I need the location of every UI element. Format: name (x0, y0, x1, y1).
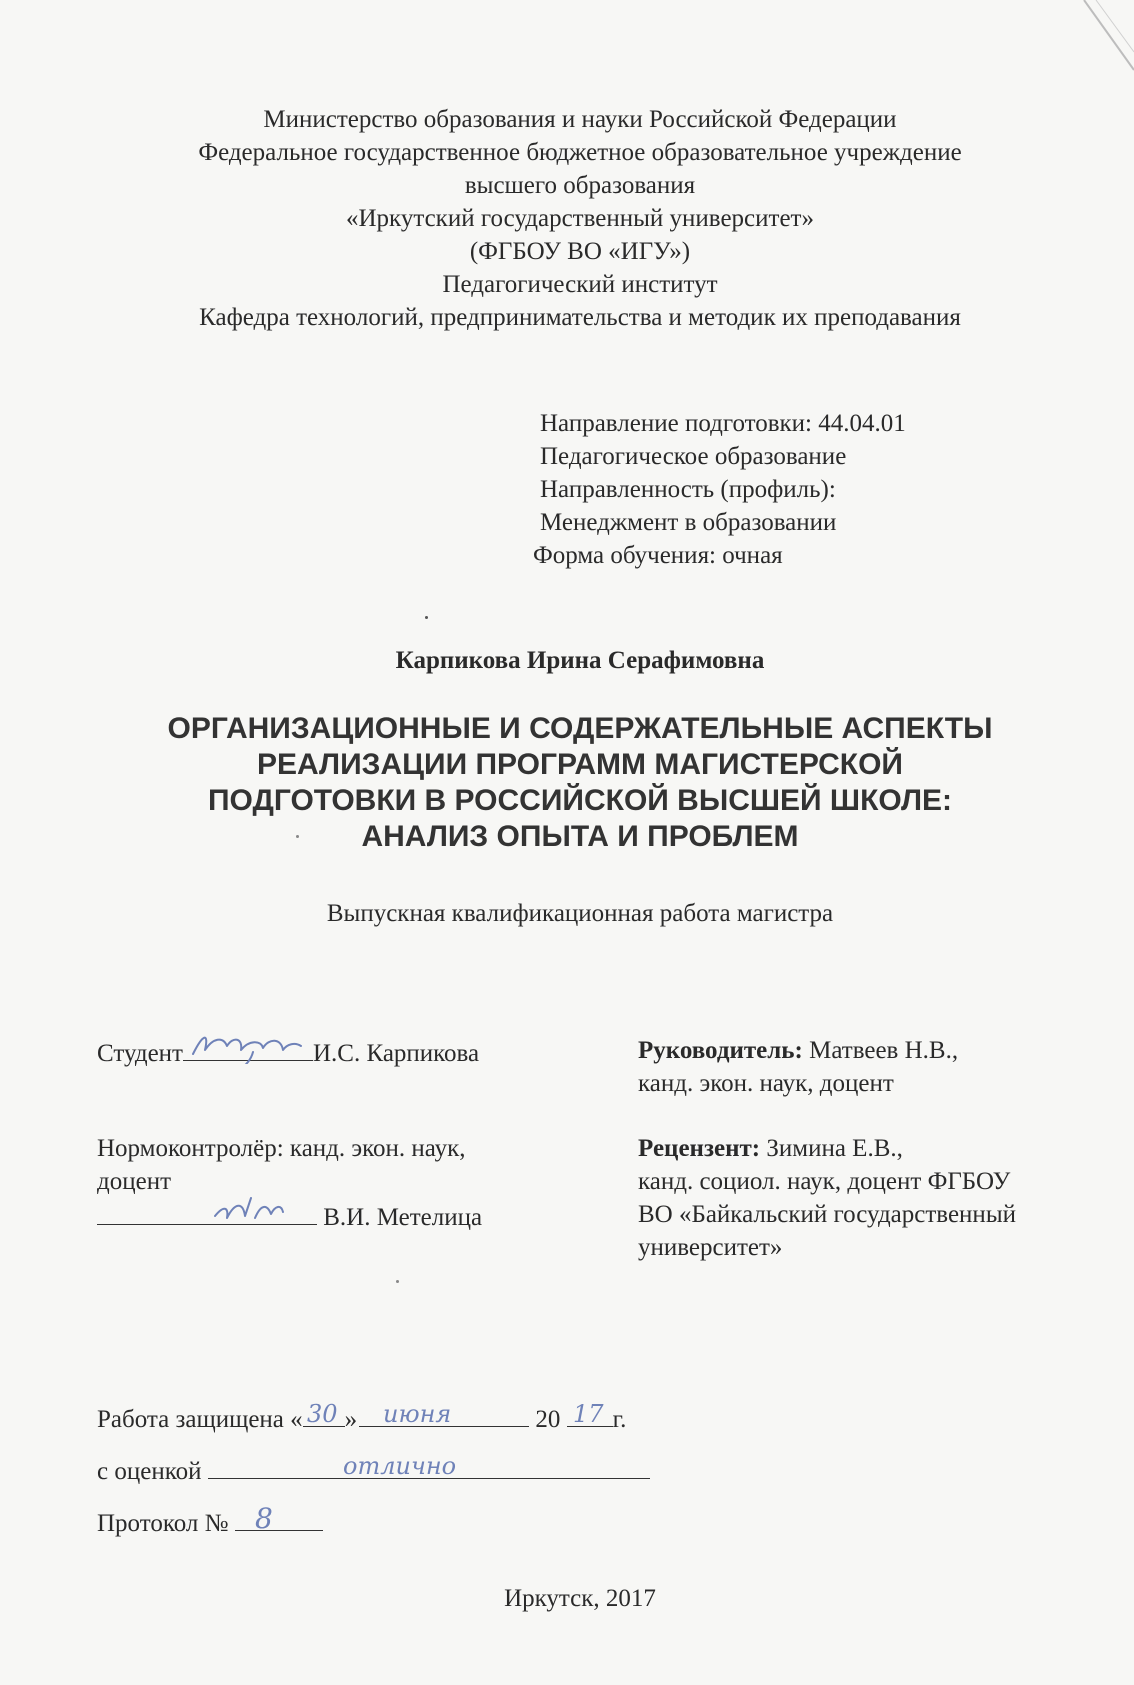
defense-year-field (567, 1400, 613, 1427)
supervisor-degree: канд. экон. наук, доцент (638, 1070, 894, 1097)
grade-field (208, 1452, 650, 1479)
svg-text:июня: июня (383, 1400, 452, 1428)
institute-name: Педагогический институт (442, 271, 718, 298)
title-line-2: РЕАЛИЗАЦИИ ПРОГРАММ МАГИСТЕРСКОЙ (257, 748, 903, 781)
study-form: Форма обучения: очная (533, 542, 783, 569)
supervisor-label: Руководитель: (638, 1037, 803, 1064)
student-name: И.С. Карпикова (313, 1040, 480, 1067)
defense-label: Работа защищена « (97, 1406, 303, 1433)
department-name: Кафедра технологий, предпринимательства и методик их преподавания (199, 304, 961, 331)
protocol-number-field (235, 1502, 323, 1534)
handwritten-protocol-number (235, 1498, 323, 1534)
defense-month-field (359, 1400, 529, 1427)
scan-speck (425, 616, 428, 619)
normcontrol-signature (97, 1198, 317, 1225)
student-signature (183, 1034, 313, 1061)
defense-quote-close: » (344, 1406, 358, 1433)
profile-name: Менеджмент в образовании (540, 509, 837, 536)
city-year: Иркутск, 2017 (504, 1585, 656, 1612)
direction-line: Направление подготовки: 44.04.01 (540, 410, 906, 437)
svg-text:8: 8 (254, 1502, 273, 1534)
education-level-line: высшего образования (464, 172, 696, 199)
grade-line (97, 1452, 650, 1488)
protocol-line (97, 1504, 323, 1540)
handwritten-grade (208, 1446, 650, 1482)
reviewer-name: Зимина Е.В., (766, 1135, 903, 1162)
program-info (533, 407, 906, 572)
profile-label: Направленность (профиль): (540, 476, 836, 503)
normcontrol-name: В.И. Метелица (323, 1204, 483, 1231)
university-abbreviation: (ФГБОУ ВО «ИГУ») (469, 238, 691, 265)
reviewer-block (638, 1132, 1016, 1264)
title-line-4: АНАЛИЗ ОПЫТА И ПРОБЛЕМ (361, 820, 799, 853)
handwritten-year (567, 1394, 613, 1430)
reviewer-organization-end: университет» (638, 1234, 783, 1261)
institution-line: Федеральное государственное бюджетное образовательное учреждение (198, 139, 962, 166)
student-label: Студент (97, 1040, 183, 1067)
scan-speck (296, 835, 299, 838)
reviewer-organization: ВО «Байкальский государственный (638, 1201, 1016, 1228)
defense-year-prefix: 20 (535, 1406, 561, 1433)
protocol-label: Протокол № (97, 1510, 229, 1537)
author-name: Карпикова Ирина Серафимовна (395, 647, 765, 674)
university-name: «Иркутский государственный университет» (346, 205, 814, 232)
reviewer-degree: канд. социол. наук, доцент ФГБОУ (638, 1168, 1011, 1195)
supervisor-name: Матвеев Н.В., (809, 1037, 959, 1064)
work-type: Выпускная квалификационная работа магистра (326, 900, 834, 927)
handwritten-day (303, 1394, 345, 1430)
handwritten-month (359, 1394, 529, 1430)
svg-text:30: 30 (306, 1400, 338, 1428)
ministry-line: Министерство образования и науки Российской Федерации (263, 106, 897, 133)
institution-header (0, 103, 1134, 334)
scan-speck (396, 1280, 399, 1283)
defense-date-line (97, 1400, 626, 1436)
title-line-1: ОРГАНИЗАЦИОННЫЕ И СОДЕРЖАТЕЛЬНЫЕ АСПЕКТЫ (167, 712, 993, 745)
thesis-title (0, 711, 1134, 855)
defense-day-field (303, 1400, 345, 1427)
signature-drawing (97, 1192, 317, 1228)
direction-name: Педагогическое образование (540, 443, 847, 470)
signature-drawing (183, 1028, 313, 1064)
supervisor-block (638, 1034, 958, 1100)
student-line (97, 1034, 479, 1070)
svg-text:17: 17 (572, 1400, 604, 1428)
defense-year-unit: г. (612, 1406, 627, 1433)
normcontrol-block (97, 1132, 482, 1234)
grade-label: с оценкой (97, 1458, 202, 1485)
normcontrol-title: Нормоконтролёр: канд. экон. наук, (97, 1135, 466, 1162)
reviewer-label: Рецензент: (638, 1135, 761, 1162)
svg-text:отлично: отлично (342, 1452, 456, 1480)
normcontrol-position: доцент (97, 1168, 171, 1195)
title-line-3: ПОДГОТОВКИ В РОССИЙСКОЙ ВЫСШЕЙ ШКОЛЕ: (207, 784, 953, 817)
